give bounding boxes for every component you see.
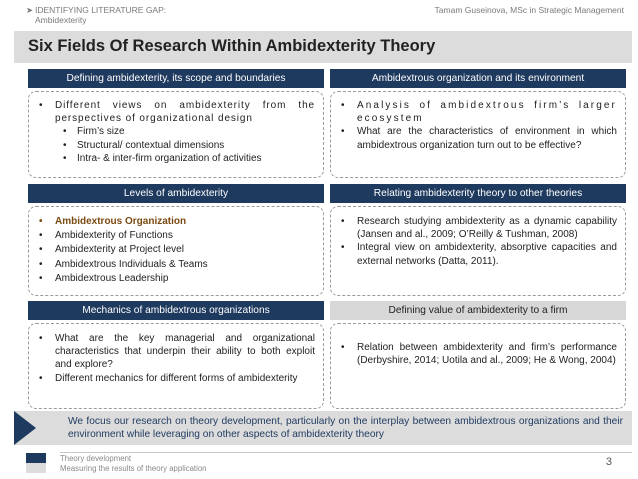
section-box-scope	[28, 91, 324, 178]
list-item: • Analysis of ambidextrous firm’s larger ecosystem	[339, 99, 617, 125]
list-item: • Integral view on ambidexterity, absorptive capacities and external networks (Datta, 2011).	[339, 241, 617, 267]
breadcrumb	[26, 5, 166, 25]
list-item: • Different views on ambidexterity from the perspectives of organizational design	[37, 99, 315, 125]
section-box-other-theories	[330, 206, 626, 296]
section-heading-value: Defining value of ambidexterity to a firm	[330, 301, 626, 320]
summary-band	[14, 411, 632, 445]
breadcrumb-line1: IDENTIFYING LITERATURE GAP:	[35, 5, 167, 15]
list-item: • Research studying ambidexterity as a dynamic capability (Jansen and al., 2009; O’Reilly & Tushman, 2008)	[339, 215, 617, 241]
footer-item-theory-development: Theory development	[60, 454, 132, 463]
section-heading-other-theories: Relating ambidexterity theory to other theories	[330, 184, 626, 203]
section-box-levels	[28, 206, 324, 296]
list-item: • What are the key managerial and organizational characteristics that underpin their ability to both exploit and explore?	[37, 332, 315, 372]
list-item: • Relation between ambidexterity and firm’s performance (Derbyshire, 2014; Uotila and al., 2009; He & Wong, 2004)	[339, 341, 617, 367]
list-item: • Firm’s size	[37, 125, 315, 138]
list-item: • Ambidextrous Leadership	[37, 272, 315, 286]
slide-header	[0, 0, 638, 30]
footer-marker-active	[26, 453, 46, 463]
list-item-highlighted: • Ambidextrous Organization	[37, 215, 315, 229]
section-heading-environment: Ambidextrous organization and its environment	[330, 69, 626, 88]
section-heading-mechanics: Mechanics of ambidextrous organizations	[28, 301, 324, 320]
footer-marker-inactive	[26, 463, 46, 473]
list-item: • What are the characteristics of environment in which ambidextrous organization turn out to be effective?	[339, 125, 617, 151]
list-item: • Ambidexterity at Project level	[37, 243, 315, 257]
summary-text: We focus our research on theory development, particularly on the interplay between ambidextrous organizations and their environment while leveraging on other aspects of ambidexterity theory	[68, 416, 623, 440]
list-item: • Ambidexterity of Functions	[37, 229, 315, 243]
arrow-right-icon	[14, 411, 36, 445]
section-heading-levels: Levels of ambidexterity	[28, 184, 324, 203]
section-box-mechanics	[28, 323, 324, 409]
section-box-value	[330, 323, 626, 409]
page-number: 3	[605, 456, 612, 468]
title-bar	[14, 31, 632, 63]
list-item: • Intra- & inter-firm organization of activities	[37, 152, 315, 165]
chevron-right-icon: ➤	[26, 5, 34, 15]
footer-divider	[60, 452, 632, 453]
footer-nav	[60, 454, 207, 474]
list-item: • Structural/ contextual dimensions	[37, 139, 315, 152]
footer-item-measuring-results: Measuring the results of theory application	[60, 464, 207, 473]
author-label: Tamam Guseinova, MSc in Strategic Management	[434, 5, 624, 15]
section-heading-scope: Defining ambidexterity, its scope and boundaries	[28, 69, 324, 88]
section-box-environment	[330, 91, 626, 178]
list-item: • Different mechanics for different forms of ambidexterity	[37, 372, 315, 385]
page-title: Six Fields Of Research Within Ambidexterity Theory	[28, 37, 436, 55]
breadcrumb-line2: Ambidexterity	[35, 15, 87, 25]
list-item: • Ambidextrous Individuals & Teams	[37, 258, 315, 272]
